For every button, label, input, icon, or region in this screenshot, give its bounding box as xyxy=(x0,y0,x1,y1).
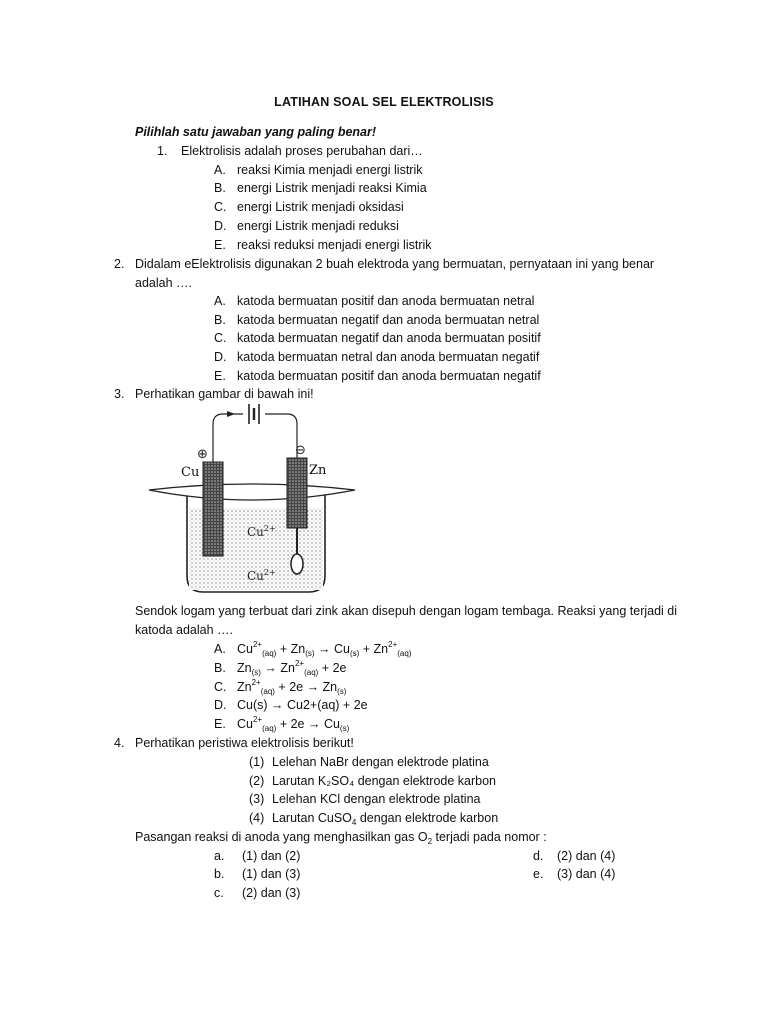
cu-label: Cu xyxy=(181,465,200,480)
q1-option-d: energi Listrik menjadi reduksi xyxy=(237,219,399,233)
question-3-number: 3. xyxy=(114,387,125,401)
q3-option-b-letter: B. xyxy=(214,661,226,675)
q1-option-b-letter: B. xyxy=(214,181,226,195)
q2-option-d: katoda bermuatan netral dan anoda bermuatan negatif xyxy=(237,350,540,364)
q2-option-a: katoda bermuatan positif dan anoda bermuatan netral xyxy=(237,294,535,308)
question-4-number: 4. xyxy=(114,736,125,750)
q2-option-b-letter: B. xyxy=(214,313,226,327)
q1-option-c: energi Listrik menjadi oksidasi xyxy=(237,200,404,214)
q4-item-2: Larutan K₂SO₄ dengan elektrode karbon xyxy=(272,774,496,788)
plus-sign: ⊕ xyxy=(197,447,208,462)
q1-option-a-letter: A. xyxy=(214,163,226,177)
q4-item-3-num: (3) xyxy=(249,792,265,806)
ion-label-2: $Cu^{2+}$ xyxy=(247,568,276,583)
wire xyxy=(213,414,243,444)
q4-item-1: Lelehan NaBr dengan elektrode platina xyxy=(272,755,489,769)
question-3-text: Perhatikan gambar di bawah ini! xyxy=(135,387,314,401)
q1-option-a: reaksi Kimia menjadi energi listrik xyxy=(237,163,423,177)
instruction: Pilihlah satu jawaban yang paling benar! xyxy=(135,125,377,139)
q2-option-e: katoda bermuatan positif dan anoda bermuatan negatif xyxy=(237,369,541,383)
question-1-text: Elektrolisis adalah proses perubahan dari… xyxy=(181,144,423,158)
q4-answer-b-letter: b. xyxy=(214,867,225,881)
q3-option-c-letter: C. xyxy=(214,680,227,694)
q3-option-e: $Cu^{2+}_{(aq)} + 2e \to Cu_{(s)}$ xyxy=(237,715,350,733)
q4-answer-c-letter: c. xyxy=(214,886,224,900)
q2-option-e-letter: E. xyxy=(214,369,226,383)
q4-answer-d-letter: d. xyxy=(533,849,544,863)
zinc-electrode xyxy=(287,458,307,528)
q3-option-d: Cu(s) → Cu2+(aq) + 2e xyxy=(237,698,368,712)
q4-answer-a: (1) dan (2) xyxy=(242,849,301,863)
ion-label-1: $Cu^{2+}$ xyxy=(247,524,276,539)
zn-label: Zn xyxy=(309,463,327,478)
question-3-text2-line1: Sendok logam yang terbuat dari zink akan disepuh dengan logam tembaga. Reaksi yang terjadi di xyxy=(135,604,678,618)
q4-item-4-num: (4) xyxy=(249,811,265,825)
q3-option-b: $Zn_{(s)} \to Zn^{2+}_{(aq)} + 2e$ xyxy=(237,659,347,677)
q3-option-d-letter: D. xyxy=(214,698,227,712)
copper-electrode xyxy=(203,462,223,556)
current-arrow xyxy=(227,411,235,417)
question-4-text: Perhatikan peristiwa elektrolisis berikut! xyxy=(135,736,354,750)
electrolysis-cell-diagram xyxy=(139,402,365,598)
q4-answer-c: (2) dan (3) xyxy=(242,886,301,900)
q1-option-b: energi Listrik menjadi reaksi Kimia xyxy=(237,181,427,195)
q4-answer-a-letter: a. xyxy=(214,849,225,863)
q4-answer-b: (1) dan (3) xyxy=(242,867,301,881)
q3-option-a-letter: A. xyxy=(214,642,226,656)
q4-item-2-num: (2) xyxy=(249,774,265,788)
question-3-text2-line2: katoda adalah …. xyxy=(135,623,233,637)
q1-option-c-letter: C. xyxy=(214,200,227,214)
q2-option-a-letter: A. xyxy=(214,294,226,308)
minus-sign: ⊖ xyxy=(295,443,306,458)
q4-answer-d: (2) dan (4) xyxy=(557,849,616,863)
q1-option-e-letter: E. xyxy=(214,238,226,252)
q3-option-c: $Zn^{2+}_{(aq)} + 2e \to Zn_{(s)}$ xyxy=(237,678,347,696)
q4-item-4: Larutan CuSO$_4$ dengan elektrode karbon xyxy=(272,811,499,827)
question-1-number: 1. xyxy=(157,144,168,158)
q3-option-e-letter: E. xyxy=(214,717,226,731)
q4-item-3: Lelehan KCl dengan elektrode platina xyxy=(272,792,481,806)
q3-option-a: $Cu^{2+}_{(aq)} + Zn_{(s)} \to Cu_{(s)} + Zn^{2+}_{(aq)}$ xyxy=(237,640,412,658)
page-title: LATIHAN SOAL SEL ELEKTROLISIS xyxy=(274,95,494,109)
question-2-number: 2. xyxy=(114,257,125,271)
q2-option-c: katoda bermuatan negatif dan anoda bermuatan positif xyxy=(237,331,541,345)
q4-item-1-num: (1) xyxy=(249,755,265,769)
q4-answer-e-letter: e. xyxy=(533,867,544,881)
question-2-text-line2: adalah …. xyxy=(135,276,192,290)
q2-option-b: katoda bermuatan negatif dan anoda bermuatan netral xyxy=(237,313,540,327)
question-4-prompt: Pasangan reaksi di anoda yang menghasilkan gas $O_2$ terjadi pada nomor : xyxy=(135,830,547,846)
wire xyxy=(265,414,297,458)
q1-option-e: reaksi reduksi menjadi energi listrik xyxy=(237,238,432,252)
q1-option-d-letter: D. xyxy=(214,219,227,233)
q2-option-d-letter: D. xyxy=(214,350,227,364)
q2-option-c-letter: C. xyxy=(214,331,227,345)
beaker-rim xyxy=(149,484,355,500)
spoon-bowl xyxy=(291,554,303,574)
question-2-text-line1: Didalam eElektrolisis digunakan 2 buah elektroda yang bermuatan, pernyataan ini yang benar xyxy=(135,257,655,271)
q4-answer-e: (3) dan (4) xyxy=(557,867,616,881)
